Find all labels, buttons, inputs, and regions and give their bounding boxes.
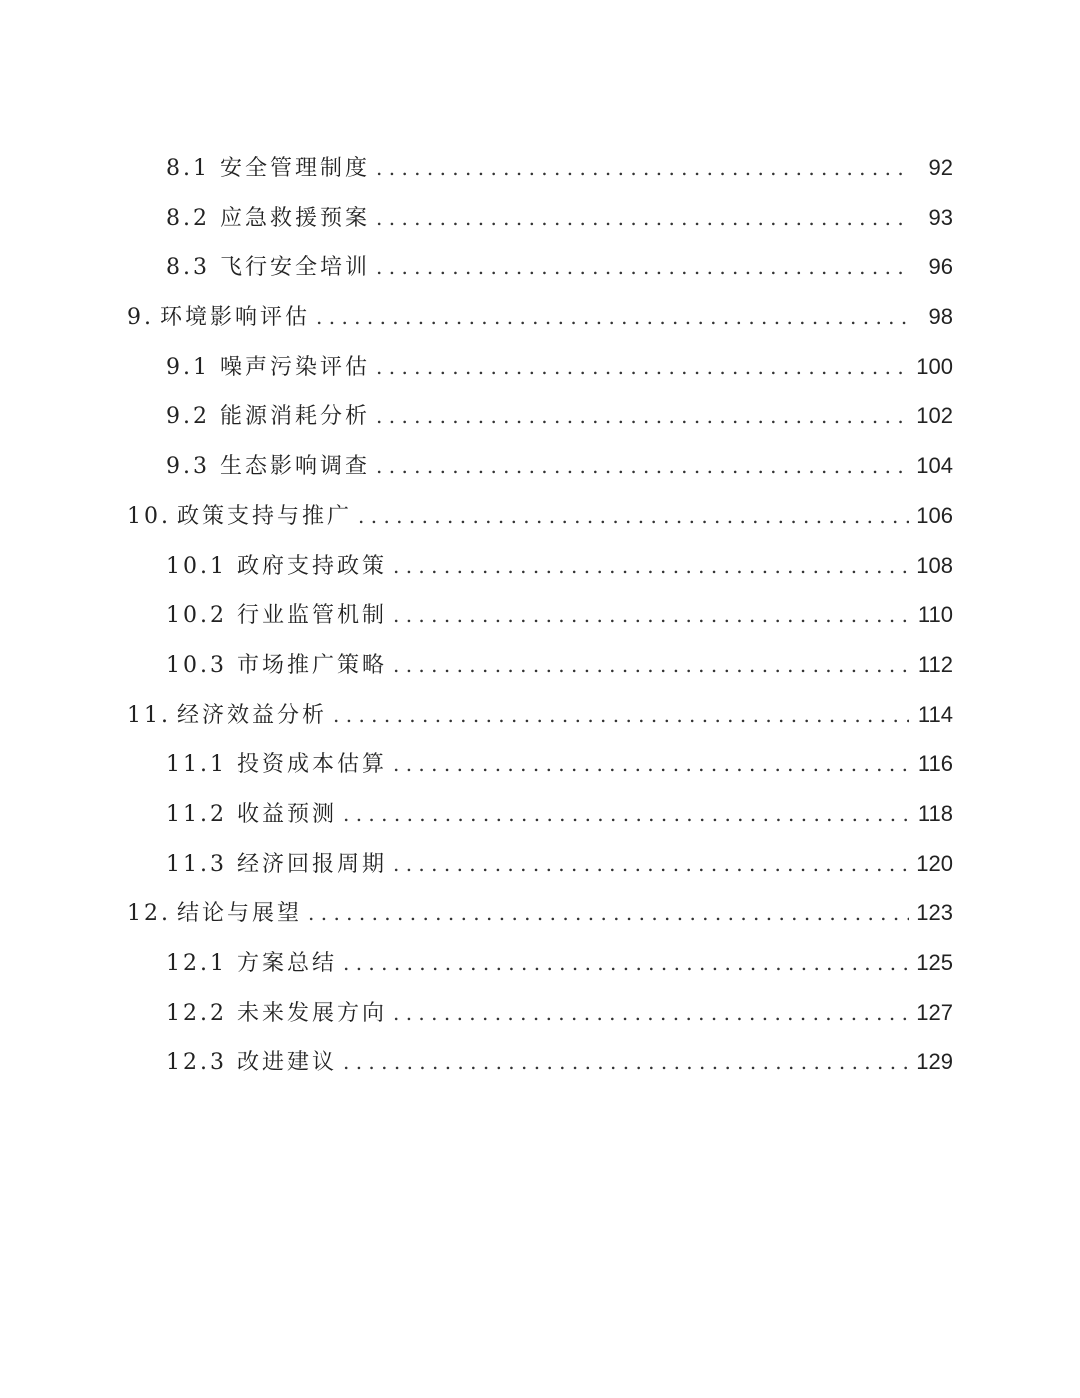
toc-entry-page: 114 — [917, 701, 953, 727]
toc-entry[interactable] — [0, 847, 1080, 897]
toc-entry[interactable] — [0, 648, 1080, 698]
toc-entry-number: 12.3 — [166, 1050, 227, 1076]
dot-leader — [333, 703, 909, 727]
toc-entry-page: 120 — [916, 850, 953, 876]
toc-entry[interactable] — [0, 1045, 1080, 1095]
toc-entry-number: 11. — [127, 702, 171, 728]
toc-entry-title: 经济回报周期 — [236, 851, 387, 877]
toc-entry-number: 9.2 — [166, 404, 210, 430]
toc-entry-number: 11.1 — [166, 752, 227, 778]
dot-leader — [376, 454, 909, 478]
dot-leader — [393, 603, 909, 627]
toc-entry[interactable] — [0, 399, 1080, 449]
toc-entry[interactable] — [0, 946, 1080, 996]
toc-chapter-entry[interactable] — [0, 300, 1080, 350]
toc-entry[interactable] — [0, 201, 1080, 251]
dot-leader — [376, 206, 909, 230]
toc-entry-title: 投资成本估算 — [236, 752, 387, 778]
toc-entry-page: 110 — [917, 602, 953, 628]
toc-entry-page: 100 — [916, 353, 953, 379]
toc-entry-number: 9. — [127, 305, 154, 331]
toc-entry[interactable] — [0, 598, 1080, 648]
toc-entry-number: 12.2 — [166, 1000, 227, 1026]
toc-chapter-entry[interactable] — [0, 499, 1080, 549]
toc-entry-title: 生态影响调查 — [220, 454, 371, 480]
toc-entry-title: 应急救援预案 — [220, 205, 371, 231]
toc-entry-page: 104 — [916, 453, 953, 479]
toc-entry-number: 12.1 — [166, 951, 227, 976]
table-of-contents — [0, 151, 1080, 1095]
toc-entry-page: 108 — [916, 552, 953, 578]
toc-entry-number: 10.1 — [166, 553, 227, 579]
toc-entry-number: 10.3 — [166, 652, 227, 678]
toc-entry-title: 收益预测 — [236, 801, 337, 827]
dot-leader — [393, 653, 909, 677]
toc-entry-title: 经济效益分析 — [177, 702, 328, 728]
toc-entry-title: 政府支持政策 — [236, 553, 387, 579]
dot-leader — [308, 901, 909, 925]
toc-entry[interactable] — [0, 797, 1080, 847]
toc-entry-title: 方案总结 — [236, 951, 337, 976]
toc-entry[interactable] — [0, 747, 1080, 797]
toc-entry-title: 未来发展方向 — [236, 1000, 387, 1026]
toc-entry-page: 106 — [916, 502, 953, 528]
toc-entry-number: 9.1 — [166, 354, 210, 380]
toc-entry-page: 96 — [928, 254, 953, 280]
toc-entry-page: 112 — [917, 651, 953, 677]
toc-entry-title: 噪声污染评估 — [220, 354, 371, 380]
toc-entry[interactable] — [0, 350, 1080, 400]
toc-entry-number: 10. — [127, 503, 171, 529]
toc-entry[interactable] — [0, 250, 1080, 300]
toc-entry-page: 93 — [928, 204, 953, 230]
toc-entry-title: 飞行安全培训 — [220, 255, 371, 281]
dot-leader — [393, 852, 909, 876]
dot-leader — [393, 752, 909, 776]
toc-chapter-entry[interactable] — [0, 896, 1080, 946]
toc-entry-title: 政策支持与推广 — [177, 503, 353, 529]
toc-entry-number: 10.2 — [166, 603, 227, 629]
toc-entry[interactable] — [0, 449, 1080, 499]
toc-entry-number: 8.2 — [166, 205, 210, 231]
toc-entry-number: 9.3 — [166, 454, 210, 480]
dot-leader — [376, 255, 909, 279]
dot-leader — [343, 802, 909, 826]
toc-entry-title: 能源消耗分析 — [220, 404, 371, 430]
toc-entry-title: 市场推广策略 — [236, 652, 387, 678]
toc-entry-page: 125 — [916, 950, 953, 975]
dot-leader — [376, 355, 909, 379]
toc-entry-title: 安全管理制度 — [220, 156, 371, 181]
toc-entry-number: 8.1 — [166, 156, 210, 181]
dot-leader — [376, 404, 909, 428]
dot-leader — [343, 1050, 909, 1074]
toc-entry-number: 12. — [127, 901, 171, 927]
toc-entry-page: 118 — [917, 800, 953, 826]
toc-entry-title: 改进建议 — [236, 1050, 337, 1076]
dot-leader — [343, 951, 909, 975]
dot-leader — [393, 554, 909, 578]
toc-entry-title: 行业监管机制 — [236, 603, 387, 629]
toc-entry-number: 11.2 — [166, 801, 227, 827]
dot-leader — [376, 156, 909, 180]
toc-entry[interactable] — [0, 996, 1080, 1046]
toc-chapter-entry[interactable] — [0, 698, 1080, 748]
toc-entry-page: 102 — [916, 403, 953, 429]
toc-entry-page: 98 — [928, 304, 953, 330]
dot-leader — [358, 504, 909, 528]
toc-entry-title: 环境影响评估 — [160, 305, 311, 331]
toc-entry-number: 11.3 — [166, 851, 227, 877]
toc-entry-page: 127 — [916, 999, 953, 1025]
toc-entry-number: 8.3 — [166, 255, 210, 281]
toc-entry[interactable] — [0, 151, 1080, 201]
toc-entry-page: 129 — [916, 1049, 953, 1075]
toc-entry-title: 结论与展望 — [177, 901, 303, 927]
dot-leader — [316, 305, 909, 329]
toc-entry-page: 116 — [917, 751, 953, 777]
dot-leader — [393, 1001, 909, 1025]
toc-entry-page: 123 — [916, 900, 953, 926]
toc-entry[interactable] — [0, 549, 1080, 599]
toc-entry-page: 92 — [928, 155, 953, 180]
